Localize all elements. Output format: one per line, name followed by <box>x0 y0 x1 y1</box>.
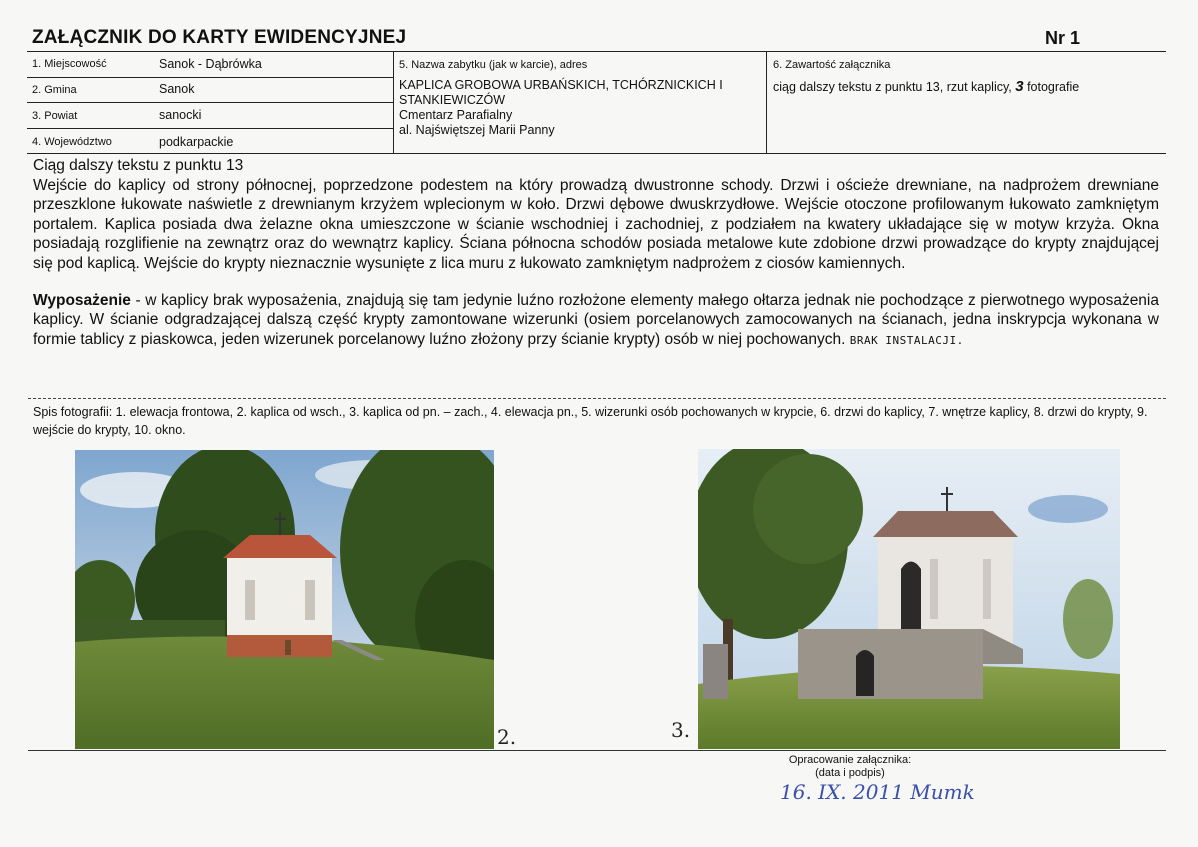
zawartosc-text: ciąg dalszy tekstu z punktu 13, rzut kaplicy, <box>773 80 1016 94</box>
nazwa-line4: al. Najświętszej Marii Panny <box>399 123 555 137</box>
prepared-by-block <box>770 754 930 780</box>
table-bottom-border <box>27 153 1166 154</box>
photo-chapel-northwest-image <box>698 449 1120 749</box>
photo-number-2: 2. <box>497 725 517 749</box>
photo-number-3: 3. <box>671 718 691 742</box>
dashed-separator <box>28 398 1166 399</box>
powiat-label: 3. Powiat <box>32 110 78 122</box>
photo-chapel-northwest <box>698 449 1120 749</box>
nazwa-label: 5. Nazwa zabytku (jak w karcie), adres <box>399 59 588 71</box>
miejscowosc-value: Sanok - Dąbrówka <box>159 57 262 71</box>
document-title: ZAŁĄCZNIK DO KARTY EWIDENCYJNEJ <box>32 27 407 48</box>
handwritten-signature: 16. IX. 2011 Mumk <box>780 780 975 804</box>
nazwa-line2: STANKIEWICZÓW <box>399 93 506 107</box>
nazwa-line1: KAPLICA GROBOWA URBAŃSKICH, TCHÓRZNICKICH I <box>399 78 723 92</box>
miejscowosc-label: 1. Miejscowość <box>32 58 107 70</box>
description-paragraph: Wejście do kaplicy od strony północnej, poprzedzone podestem na który prowadzą dwustronne schody. Drzwi i ościeże drewniane, na nadprożem drewniane przeszklone łukowate naświetle z drewnianym krzyżem wplecionym w koło. Drzwi dębowe dwuskrzydłowe. Wejście otoczone profilowanym łukowato zamkniętym portalem. Kaplica posiada dwa żelazne okna umieszczone w ścianie wschodniej i zachodniej, z podziałem na kwatery układające się w motyw krzyża. Okna posiadają rozglifienie na zewnątrz oraz do wewnątrz kaplicy. Ściana północna schodów posiada metalowe kute zdobione drzwi prowadzące do krypty znajdującej się pod kaplicą. Wejście do krypty nieznacznie wysunięte z lica muru z łukowato zamkniętym nadprożem z ciosów kamiennych. <box>33 176 1159 272</box>
zawartosc-label: 6. Zawartość załącznika <box>773 59 891 71</box>
photo-list: Spis fotografii: 1. elewacja frontowa, 2. kaplica od wsch., 3. kaplica od pn. – zach., 4. elewacja pn., 5. wizerunki osób pochowanych w krypcie, 6. drzwi do kaplicy, 7. wnętrze kaplicy, 8. drzwi do krypty, 9. wejście do krypty, 10. okno. <box>33 405 1148 437</box>
powiat-value: sanocki <box>159 108 202 122</box>
table-top-border <box>27 51 1166 52</box>
photo-chapel-east-image <box>75 450 494 749</box>
wojewodztwo-label: 4. Województwo <box>32 136 112 148</box>
zawartosc-count: 3 <box>1015 78 1024 95</box>
photo-chapel-east <box>75 450 494 749</box>
wyposazenie-heading: Wyposażenie <box>33 291 131 309</box>
handwritten-note: BRAK INSTALACJI. <box>849 333 964 347</box>
zawartosc-suffix: fotografie <box>1023 80 1080 94</box>
row-divider <box>27 128 393 129</box>
column-divider <box>766 51 767 154</box>
date-signature-label: (data i podpis) <box>815 767 885 779</box>
wyposazenie-text: - w kaplicy brak wyposażenia, znajdują się tam jedynie luźno rozłożone elementy małego ołtarza jednak nie pochodzące z pierwotnego wyposażenia kaplicy. W ścianie odgradzającej dalszą część krypty zamontowane wizerunki (osiem porcelanowych zamocowanych na ścianach, jedna inskrypcja wykonana w formie tablicy z piaskowca, jeden wizerunek porcelanowy luźno złożony przy ścianie krypty) osób w niej pochowanych. <box>33 291 1159 348</box>
body-text <box>33 156 1159 350</box>
section-heading: Ciąg dalszy tekstu z punktu 13 <box>33 157 244 174</box>
nazwa-line3: Cmentarz Parafialny <box>399 108 513 122</box>
wojewodztwo-value: podkarpackie <box>159 135 234 149</box>
wyposazenie-paragraph <box>33 291 1159 351</box>
document-number: Nr 1 <box>1045 28 1081 48</box>
prepared-by-label: Opracowanie załącznika: <box>788 754 912 766</box>
row-divider <box>27 77 393 78</box>
gmina-label: 2. Gmina <box>32 84 77 96</box>
gmina-value: Sanok <box>159 82 195 96</box>
column-divider <box>393 51 394 154</box>
footer-line <box>28 750 1166 751</box>
row-divider <box>27 102 393 103</box>
zawartosc-value <box>773 78 1079 95</box>
